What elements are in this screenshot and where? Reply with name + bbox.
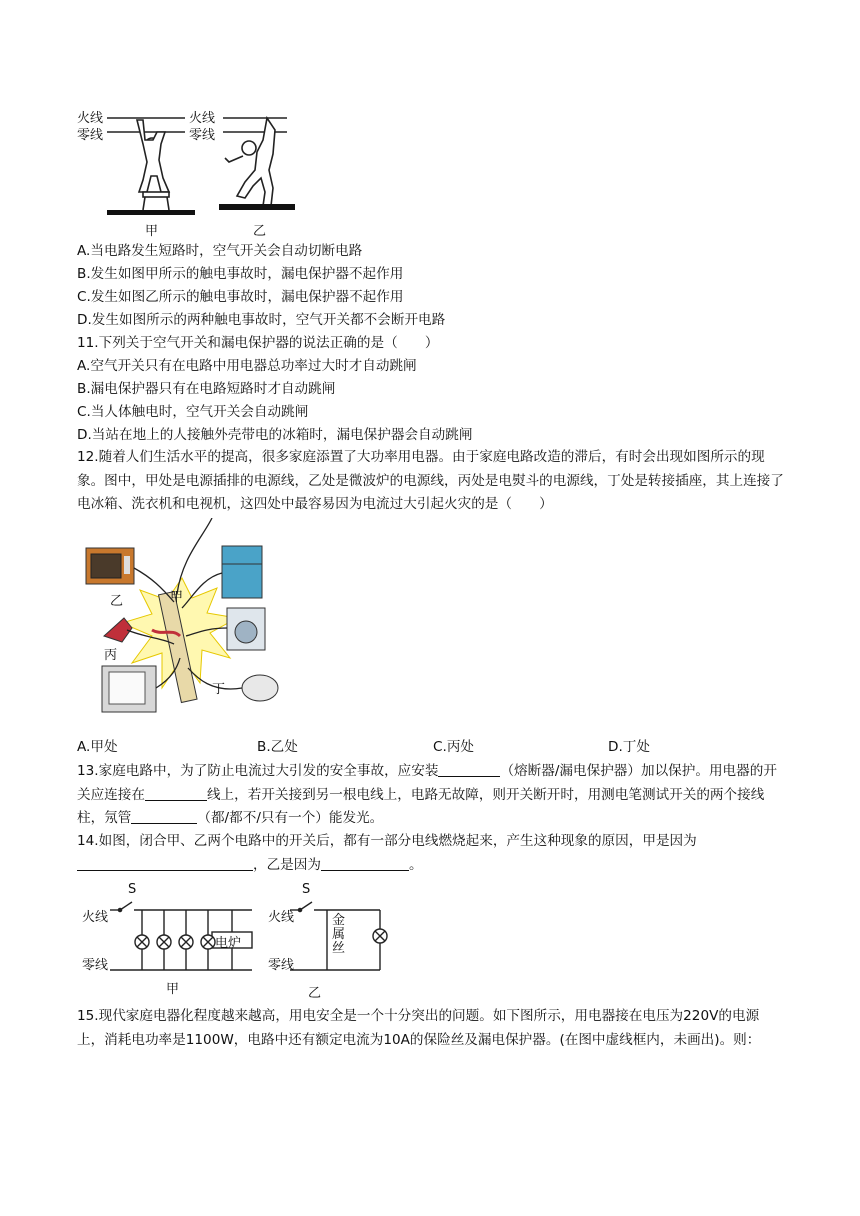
q13-blank-1[interactable] — [438, 762, 500, 777]
q13-blank-2[interactable] — [145, 786, 207, 801]
q10-option-b: B.发生如图甲所示的触电事故时，漏电保护器不起作用 — [77, 266, 404, 282]
caption-jia-circuit: 甲 — [166, 982, 180, 997]
q12-option-b: B.乙处 — [257, 739, 298, 755]
caption-jia: 甲 — [145, 224, 159, 239]
q12-option-c: C.丙处 — [433, 739, 475, 755]
q10-option-d: D.发生如图所示的两种触电事故时，空气开关都不会断开电路 — [77, 312, 446, 328]
live-wire-label: 火线 — [77, 111, 104, 126]
label-ding: 丁 — [212, 682, 226, 697]
q11-stem: 11.下列关于空气开关和漏电保护器的说法正确的是（ ） — [77, 335, 439, 351]
q15-text: 15.现代家庭电器化程度越来越高，用电安全是一个十分突出的问题。如下图所示，用电器接在电压为220V的电源上，消耗电功率是1100W，电路中还有额定电流为10A的保险丝及漏电保护器。(在图中虚线框内，未画出)。则： — [77, 1008, 761, 1048]
q14-text — [77, 830, 785, 877]
overload-illustration — [82, 518, 287, 728]
live-wire-label-2: 火线 — [189, 111, 216, 126]
q14-blank-1[interactable] — [77, 856, 253, 871]
q13-text — [77, 760, 785, 831]
neutral-label: 零线 — [82, 958, 109, 973]
q14-part-1: 14.如图，闭合甲、乙两个电路中的开关后，都有一部分电线燃烧起来，产生这种现象的原因，甲是因为 — [77, 833, 697, 849]
shock-figure — [77, 100, 307, 240]
caption-yi-circuit: 乙 — [308, 986, 322, 1001]
neutral-label-2: 零线 — [268, 958, 295, 973]
q13-part-2: （熔断器/漏电保护器）加以保护。用电器的开关应连接在 — [77, 763, 777, 803]
live-label: 火线 — [82, 910, 109, 925]
switch-label: S — [128, 882, 137, 897]
overload-figure — [82, 518, 287, 728]
q14-blank-2[interactable] — [321, 856, 409, 871]
caption-yi: 乙 — [253, 224, 267, 239]
q10-option-a: A.当电路发生短路时，空气开关会自动切断电路 — [77, 243, 363, 259]
circuit-figure — [82, 880, 402, 1000]
q14-part-2: ，乙是因为 — [253, 856, 321, 873]
q13-part-3: 线上，若开关接到另一根电线上，电路无故障，则开关断开时，用测电笔测试开关的两个接线柱，氖管 — [77, 786, 765, 826]
q11-option-c: C.当人体触电时，空气开关会自动跳闸 — [77, 404, 309, 420]
neutral-wire-label: 零线 — [77, 128, 104, 143]
label-bing: 丙 — [104, 648, 118, 663]
live-label-2: 火线 — [268, 910, 295, 925]
q12-stem: 12.随着人们生活水平的提高，很多家庭添置了大功率用电器。由于家庭电路改造的滞后，有时会出现如图所示的现象。图中，甲处是电源插排的电源线，乙处是微波炉的电源线，丙处是电熨斗的电源线，丁处是转接插座，其上连接了电冰箱、洗衣机和电视机，这四处中最容易因为电流过大引起火灾的是（ ） — [77, 449, 784, 512]
stove-label: 电炉 — [215, 936, 242, 951]
q12-option-d: D.丁处 — [608, 739, 650, 755]
label-jia: 甲 — [170, 590, 184, 605]
q12-option-a: A.甲处 — [77, 739, 118, 755]
q13-blank-3[interactable] — [131, 809, 197, 824]
q13-part-1: 13.家庭电路中，为了防止电流过大引发的安全事故，应安装 — [77, 763, 439, 779]
metal-wire-label: 金属丝 — [332, 913, 346, 956]
switch-label-2: S — [302, 882, 311, 897]
q14-part-3: 。 — [408, 856, 423, 873]
label-yi: 乙 — [110, 594, 124, 609]
q11-option-d: D.当站在地上的人接触外壳带电的冰箱时，漏电保护器会自动跳闸 — [77, 427, 473, 443]
q11-option-a: A.空气开关只有在电路中用电器总功率过大时才自动跳闸 — [77, 358, 417, 374]
q10-option-c: C.发生如图乙所示的触电事故时，漏电保护器不起作用 — [77, 289, 404, 305]
q13-part-4: （都/都不/只有一个）能发光。 — [197, 810, 384, 826]
circuit-diagrams — [82, 880, 402, 1000]
neutral-wire-label-2: 零线 — [189, 128, 216, 143]
q11-option-b: B.漏电保护器只有在电路短路时才自动跳闸 — [77, 381, 336, 397]
